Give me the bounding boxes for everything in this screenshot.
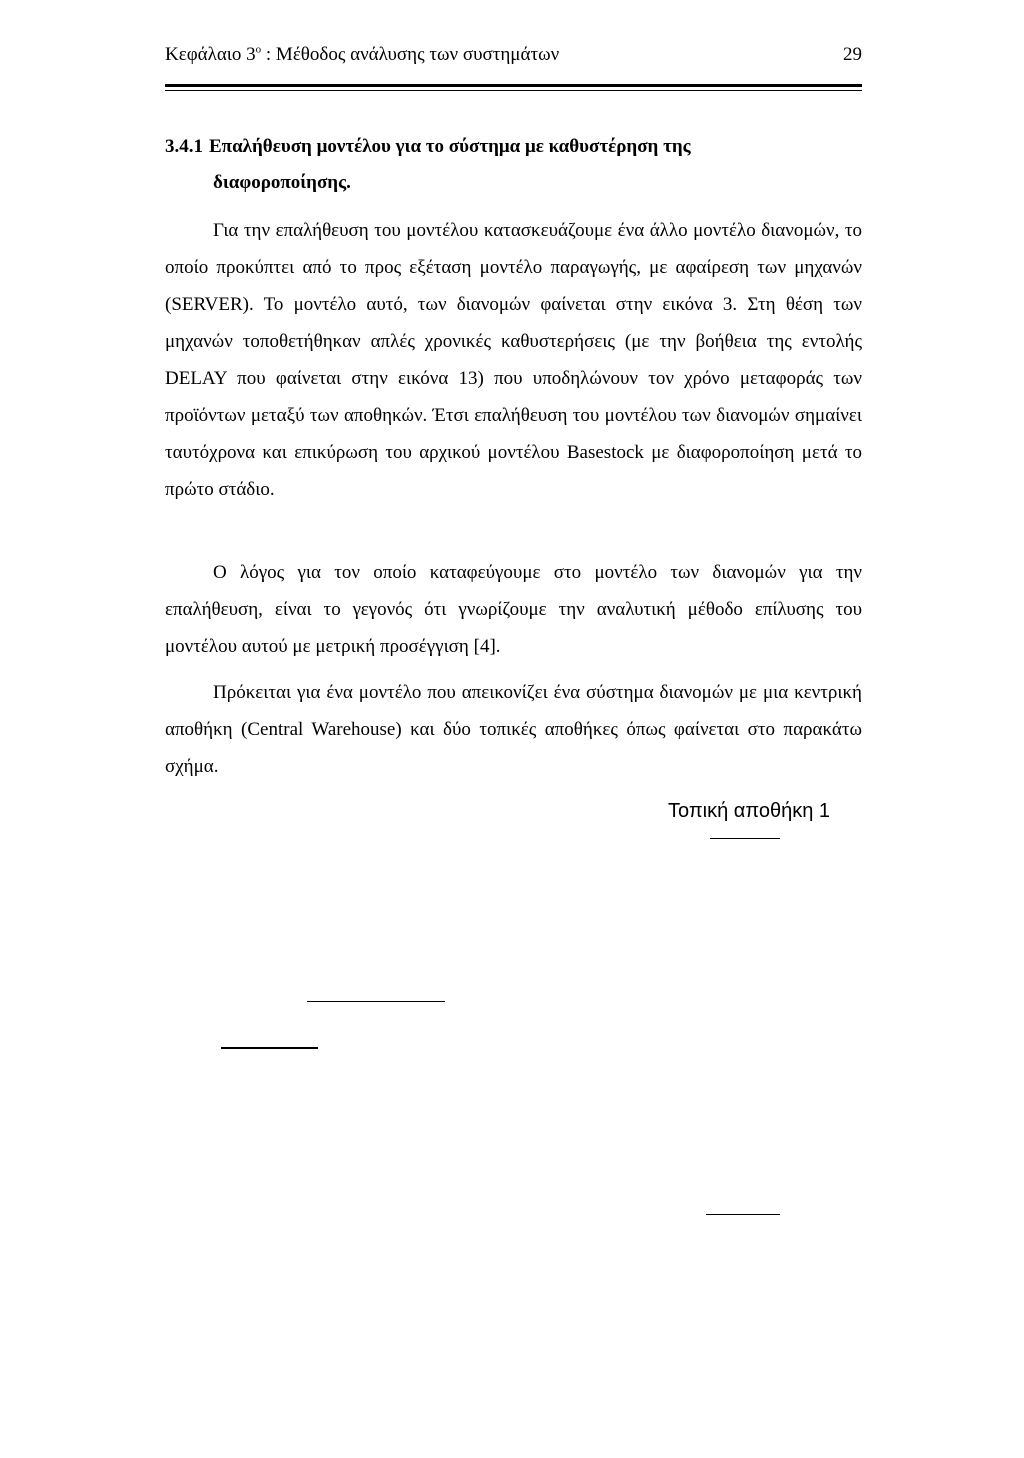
figure-line xyxy=(307,1001,445,1002)
chapter-prefix: Κεφάλαιο 3 xyxy=(165,44,256,65)
figure-label-local-warehouse-1: Τοπική αποθήκη 1 xyxy=(668,800,831,822)
header-rule-thin xyxy=(165,90,862,91)
chapter-title-text: : Μέθοδος ανάλυσης των συστημάτων xyxy=(261,44,560,65)
section-number: 3.4.1 xyxy=(165,136,203,157)
paragraph-3: Πρόκειται για ένα μοντέλο που απεικονίζει ένα σύστημα διανομών με μια κεντρική αποθήκη (Central Warehouse) και δύο τοπικές αποθήκες όπως φαίνεται στο παρακάτω σχήμα. xyxy=(165,682,862,777)
page-header xyxy=(165,44,862,74)
section-title-line1: Επαλήθευση μοντέλου για το σύστημα με καθυστέρηση της xyxy=(209,136,691,157)
chapter-title xyxy=(165,44,559,66)
paragraph-2: Ο λόγος για τον οποίο καταφεύγουμε στο μοντέλο των διανομών για την επαλήθευση, είναι το γεγονός ότι γνωρίζουμε την αναλυτική μέθοδο επίλυσης του μοντέλου αυτού με μετρική προσέγγιση [4]. xyxy=(165,562,862,657)
figure-line xyxy=(221,1047,318,1049)
figure-line xyxy=(710,838,780,839)
header-rule-thick xyxy=(165,84,862,87)
section-heading xyxy=(165,129,785,201)
figure-line xyxy=(706,1214,780,1215)
page-number: 29 xyxy=(843,44,862,65)
paragraph-1: Για την επαλήθευση του μοντέλου κατασκευάζουμε ένα άλλο μοντέλο διανομών, το οποίο προκύπτει από το προς εξέταση μοντέλο παραγωγής, με αφαίρεση των μηχανών (SERVER). Το μοντέλο αυτό, των διανομών φαίνεται στην εικόνα 3. Στη θέση των μηχανών τοποθετήθηκαν απλές χρονικές καθυστερήσεις (με την βοήθεια της εντολής DELAY που φαίνεται στην εικόνα 13) που υποδηλώνουν τον χρόνο μεταφοράς των προϊόντων μεταξύ των αποθηκών. Έτσι επαλήθευση του μοντέλου των διανομών σημαίνει ταυτόχρονα και επικύρωση του αρχικού μοντέλου Basestock με διαφοροποίηση μετά το πρώτο στάδιο. xyxy=(165,220,862,500)
section-title-line2: διαφοροποίησης. xyxy=(213,172,351,193)
chapter-superscript: ο xyxy=(255,43,262,56)
